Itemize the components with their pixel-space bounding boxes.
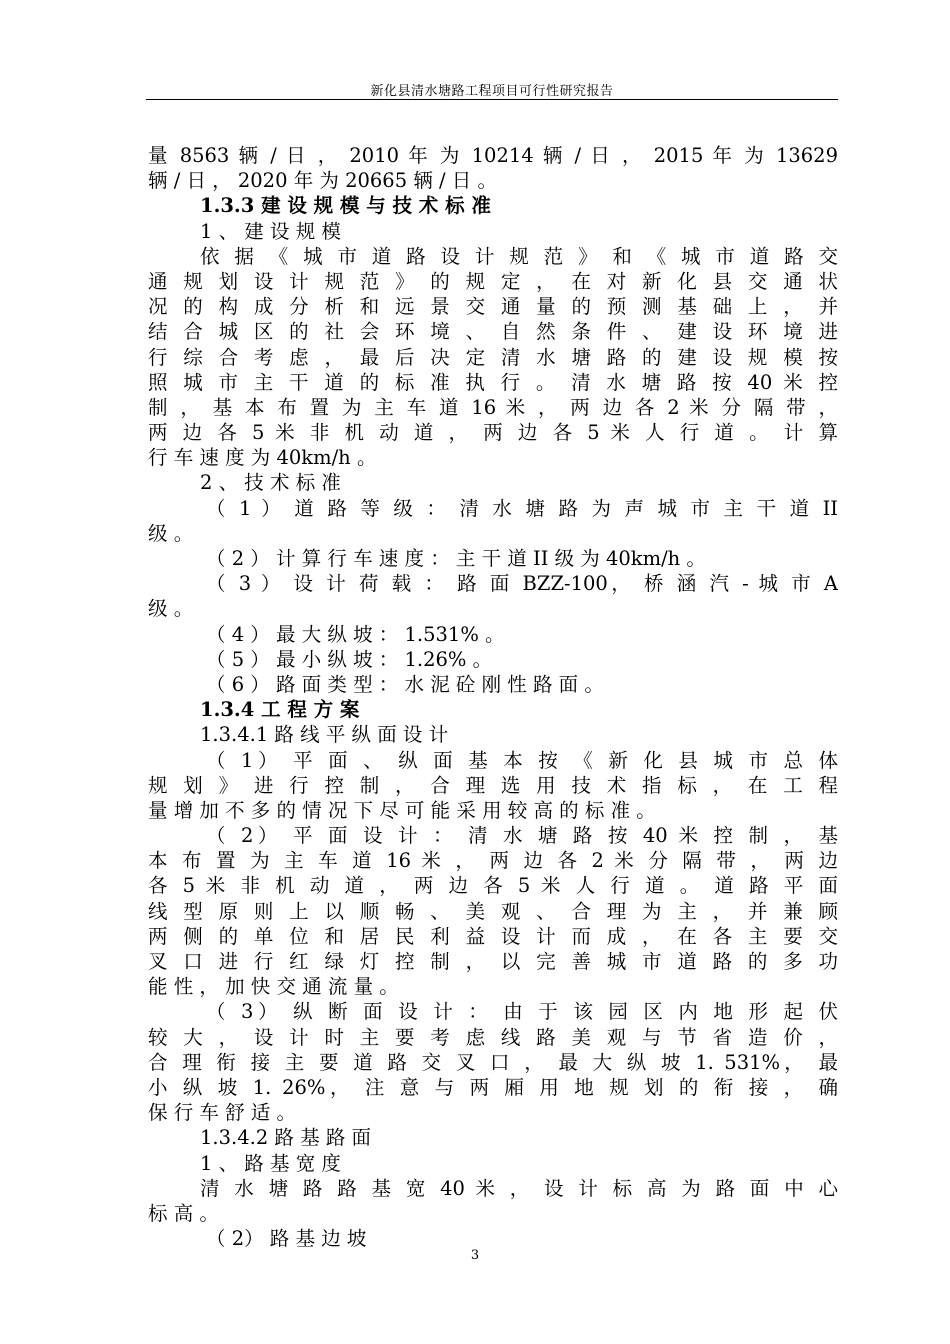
text-line: 依 据 《 城 市 道 路 设 计 规 范 》 和 《 城 市 道 路 交 (200, 244, 838, 268)
text-line: （ 3 ） 设 计 荷 载 ： 路 面 BZZ-100， 桥 涵 汽 - 城 市 A (206, 572, 838, 596)
text-line: （ 3） 纵 断 面 设 计 ： 由 于 该 园 区 内 地 形 起 伏 (206, 1000, 838, 1024)
document-body (148, 143, 838, 1251)
text-line: 本 布 置 为 主 车 道 16 米 ， 两 边 各 2 米 分 隔 带 ， 两 边 (148, 849, 838, 873)
header-rule (146, 99, 838, 100)
text-line: 结 合 城 区 的 社 会 环 境 、 自 然 条 件 、 建 设 环 境 进 (148, 320, 838, 344)
text-line: 较 大 ， 设 计 时 主 要 考 虑 线 路 美 观 与 节 省 造 价 ， (148, 1025, 838, 1049)
text-line: 清 水 塘 路 路 基 宽 40 米 ， 设 计 标 高 为 路 面 中 心 (200, 1176, 838, 1200)
text-line: （ 1） 平 面 、 纵 面 基 本 按 《 新 化 县 城 市 总 体 (206, 748, 838, 772)
running-header-title: 新化县清水塘路工程项目可行性研究报告 (370, 84, 614, 99)
text-line: 通 规 划 设 计 规 范 》 的 规 定 ， 在 对 新 化 县 交 通 状 (148, 269, 838, 293)
text-line: 制 ， 基 本 布 置 为 主 车 道 16 米 ， 两 边 各 2 米 分 隔 带 ， (148, 395, 838, 419)
text-line: 标 高 。 (148, 1201, 219, 1225)
text-line: 1 、 建 设 规 模 (200, 219, 341, 243)
text-line: 照 城 市 主 干 道 的 标 准 执 行 。 清 水 塘 路 按 40 米 控 (148, 370, 838, 394)
text-line: （ 4 ） 最 大 纵 坡 ： 1.531% 。 (206, 622, 505, 646)
text-line: （ 5 ） 最 小 纵 坡 ： 1.26% 。 (206, 647, 493, 671)
text-line: 叉 口 进 行 红 绿 灯 控 制 ， 以 完 善 城 市 道 路 的 多 功 (148, 950, 838, 973)
text-line: 合 理 衔 接 主 要 道 路 交 叉 口 ， 最 大 纵 坡 1. 531%， 最 (148, 1050, 838, 1074)
text-line: 辆 / 日 ， 2020 年 为 20665 辆 / 日 。 (148, 169, 497, 193)
text-line: 行 车 速 度 为 40km/h 。 (148, 446, 377, 470)
text-line: 级 。 (148, 597, 194, 621)
text-line: （ 2） 平 面 设 计 ： 清 水 塘 路 按 40 米 控 制 ， 基 (206, 824, 838, 848)
text-line: 2 、 技 术 标 准 (200, 471, 341, 495)
text-line: 量 8563 辆 / 日 ， 2010 年 为 10214 辆 / 日 ， 2015 年 为 13629 (148, 144, 838, 167)
text-line: 行 综 合 考 虑 ， 最 后 决 定 清 水 塘 路 的 建 设 规 模 按 (148, 345, 838, 369)
section-heading-line: 1.3.3 建 设 规 模 与 技 术 标 准 (200, 194, 491, 218)
text-line: 规 划 》 进 行 控 制 ， 合 理 选 用 技 术 指 标 ， 在 工 程 (148, 773, 838, 797)
text-line: 小 纵 坡 1. 26%， 注 意 与 两 厢 用 地 规 划 的 衔 接 ， 确 (148, 1075, 838, 1099)
text-line: （ 2 ） 计 算 行 车 速 度 ： 主 干 道 II 级 为 40km/h 。 (206, 547, 706, 570)
text-line: 1 、 路 基 宽 度 (200, 1151, 341, 1175)
text-line: 能 性 ， 加 快 交 通 流 量 。 (148, 975, 399, 999)
text-line: 级 。 (148, 521, 194, 545)
text-line: （ 2） 路 基 边 坡 (206, 1227, 367, 1251)
text-line: 各 5 米 非 机 动 道 ， 两 边 各 5 米 人 行 道 。 道 路 平 面 (148, 874, 838, 898)
text-line: （ 6 ） 路 面 类 型 ： 水 泥 砼 刚 性 路 面 。 (206, 672, 604, 696)
text-line: 保 行 车 舒 适 。 (148, 1101, 296, 1125)
text-line: 1.3.4.2 路 基 路 面 (200, 1126, 372, 1150)
text-line: （ 1 ） 道 路 等 级 ： 清 水 塘 路 为 声 城 市 主 干 道 II (206, 496, 838, 520)
text-line: 1.3.4.1 路 线 平 纵 面 设 计 (200, 723, 449, 747)
page-number: 3 (470, 1248, 480, 1263)
text-line: 线 型 原 则 上 以 顺 畅 、 美 观 、 合 理 为 主 ， 并 兼 顾 (148, 899, 838, 923)
text-line: 两 侧 的 单 位 和 居 民 利 益 设 计 而 成 ， 在 各 主 要 交 (148, 924, 838, 948)
text-line: 况 的 构 成 分 析 和 远 景 交 通 量 的 预 测 基 础 上 ， 并 (148, 295, 838, 319)
text-line: 量 增 加 不 多 的 情 况 下 尽 可 能 采 用 较 高 的 标 准 。 (148, 798, 656, 822)
text-line: 两 边 各 5 米 非 机 动 道 ， 两 边 各 5 米 人 行 道 。 计 算 (148, 421, 838, 445)
section-heading-line: 1.3.4 工 程 方 案 (200, 698, 360, 722)
